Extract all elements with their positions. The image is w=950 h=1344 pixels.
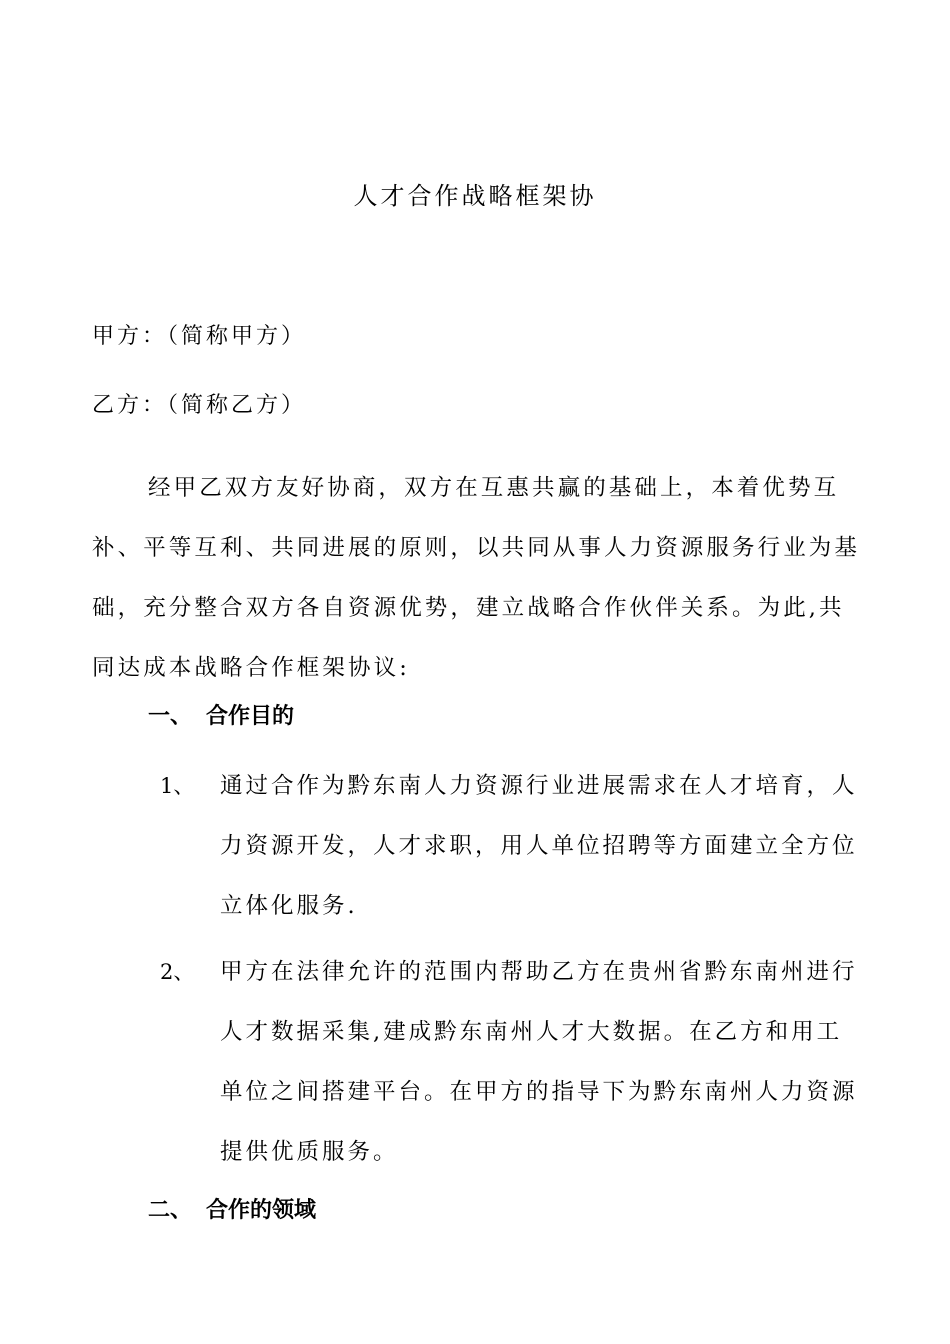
list-item-line: 通过合作为黔东南人力资源行业进展需求在人才培育，人: [220, 773, 858, 799]
section-number: 二、: [148, 1198, 193, 1223]
party-a-line: 甲方：（简称甲方）: [92, 324, 307, 349]
party-b-line: 乙方：（简称乙方）: [92, 393, 307, 418]
intro-line: 经甲乙双方友好协商，双方在互惠共赢的基础上，本着优势互: [148, 475, 840, 501]
section-heading-scope: [148, 1194, 316, 1228]
list-item-line: 人才数据采集,建成黔东南州人才大数据。在乙方和用工: [220, 1019, 843, 1045]
intro-line: 补、平等互利、共同进展的原则，以共同从事人力资源服务行业为基: [92, 535, 861, 561]
list-item-line: 单位之间搭建平台。在甲方的指导下为黔东南州人力资源: [220, 1079, 858, 1105]
list-item-line: 提供优质服务。: [220, 1139, 399, 1165]
list-item-line: 力资源开发，人才求职，用人单位招聘等方面建立全方位: [220, 833, 858, 859]
list-item-body: [220, 756, 860, 936]
list-item-number: 2、: [160, 960, 195, 984]
section-title: 合作目的: [206, 704, 295, 729]
intro-line: 础，充分整合双方各自资源优势，建立战略合作伙伴关系。为此,共: [92, 595, 845, 621]
section-number: 一、: [148, 704, 193, 729]
intro-paragraph: [92, 458, 862, 698]
document-title: 人才合作战略框架协: [353, 182, 597, 210]
list-item-line: 立体化服务.: [220, 893, 358, 919]
section-title: 合作的领域: [206, 1198, 317, 1223]
list-item-body: [220, 942, 860, 1182]
list-item-number: 1、: [160, 774, 195, 798]
intro-line: 同达成本战略合作框架协议:: [92, 655, 410, 681]
section-heading-purpose: [148, 700, 294, 734]
list-item-line: 甲方在法律允许的范围内帮助乙方在贵州省黔东南州进行: [220, 959, 858, 985]
